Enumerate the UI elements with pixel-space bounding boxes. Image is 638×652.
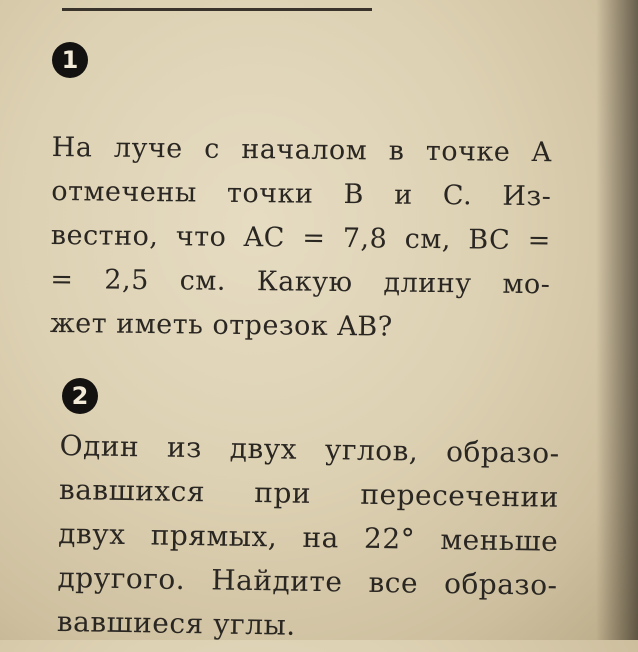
top-divider-line bbox=[62, 8, 372, 11]
problem-2-line-1: Один из двух углов, образо- bbox=[59, 428, 560, 470]
problem-1-line-5: жет иметь отрезок AB? bbox=[49, 307, 393, 343]
problem-1-line-1: На луче с началом в точке A bbox=[51, 131, 552, 169]
problem-1-line-2: отмечены точки B и C. Из- bbox=[51, 175, 552, 213]
problem-2-line-3: двух прямых, на 22° меньше bbox=[58, 516, 559, 558]
page-shadow-edge bbox=[596, 0, 638, 640]
problem-2-line-5: вавшиеся углы. bbox=[56, 604, 296, 642]
problem-1-line-4: = 2,5 см. Какую длину мо- bbox=[50, 263, 551, 301]
problem-number-badge-1: 1 bbox=[52, 42, 88, 78]
problem-2-line-4: другого. Найдите все образо- bbox=[57, 560, 558, 602]
problem-1-line-3: вестно, что AC = 7,8 см, BC = bbox=[50, 219, 551, 257]
problem-1-text bbox=[50, 126, 552, 351]
problem-2-line-2: вавшихся при пересечении bbox=[58, 472, 560, 514]
problem-2-text bbox=[57, 424, 560, 652]
problem-number-badge-2: 2 bbox=[62, 378, 98, 414]
